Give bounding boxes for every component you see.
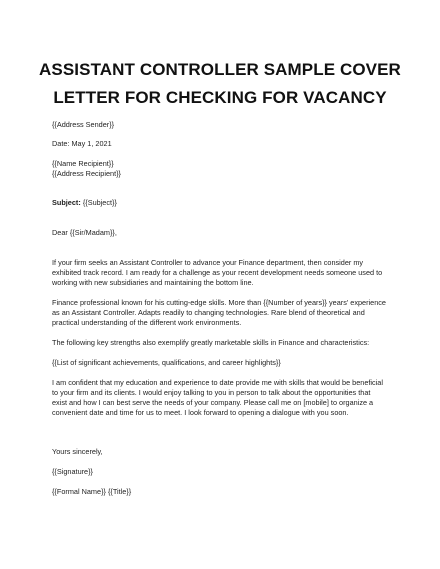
subject-line: [52, 198, 117, 208]
closing-line: Yours sincerely,: [52, 447, 103, 456]
paragraph-line: I am confident that my education and experience to date provide me with skills that would be beneficial: [52, 378, 383, 387]
subject-label: Subject:: [52, 198, 81, 207]
signature-placeholder: {{Signature}}: [52, 467, 93, 476]
paragraph-line: exhibited track record. I am ready for a challenge as your recent development needs someone used to: [52, 268, 383, 277]
title-line-1: ASSISTANT CONTROLLER SAMPLE COVER: [39, 60, 401, 79]
address-recipient: {{Address Recipient}}: [52, 169, 121, 178]
paragraph-line: If your firm seeks an Assistant Controller to advance your Finance department, then consider my: [52, 258, 364, 267]
subject-value: {{Subject}}: [80, 198, 117, 207]
paragraph-line: as an Assistant Controller. Adapts readily to changing technologies. Rare blend of theoretical and: [52, 308, 365, 317]
paragraph-line: Finance professional known for his cutting-edge skills. More than {{Number of years}} years' experience: [52, 298, 386, 307]
document-title: [30, 56, 410, 112]
paragraph-line: working with new subsidiaries and maintaining the bottom line.: [52, 278, 254, 287]
paragraph-line: The following key strengths also exemplify greatly marketable skills in Finance and characteristics:: [52, 338, 370, 347]
name-recipient: {{Name Recipient}}: [52, 159, 114, 168]
paragraph-line: to your firm and its clients. I would enjoy talking to you in person to talk about the opportunities that: [52, 388, 371, 397]
address-sender: {{Address Sender}}: [52, 120, 115, 129]
date-line: Date: May 1, 2021: [52, 139, 112, 148]
paragraph-line: exist and how I can best serve the needs of your company. Please call me on [mobile] to organize a: [52, 398, 374, 407]
formal-name-title: {{Formal Name}} {{Title}}: [52, 487, 132, 496]
salutation: Dear {{Sir/Madam}},: [52, 228, 117, 237]
paragraph-line: {{List of significant achievements, qualifications, and career highlights}}: [52, 358, 281, 367]
paragraph-line: convenient date and time for us to meet. I look forward to opening a dialogue with you soon.: [52, 408, 349, 417]
paragraph-line: practical understanding of the different work environments.: [52, 318, 242, 327]
title-line-2: LETTER FOR CHECKING FOR VACANCY: [53, 88, 387, 107]
